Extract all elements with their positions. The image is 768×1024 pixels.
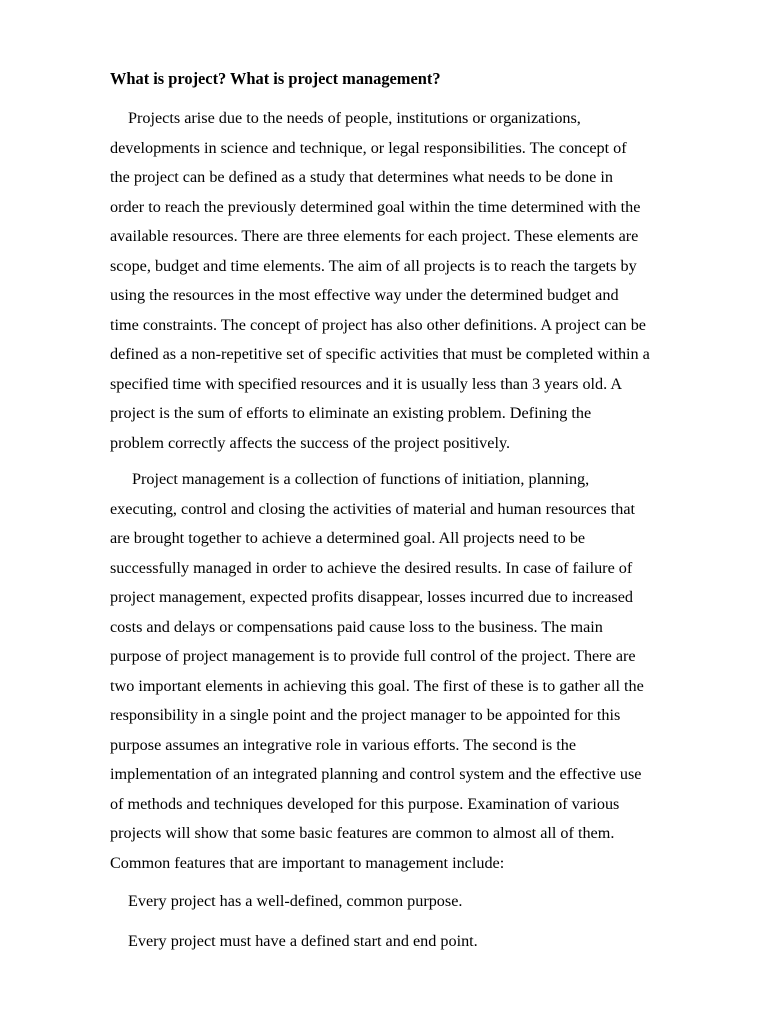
text-line: Every project has a well-defined, common purpose. (128, 892, 463, 910)
text-line: of methods and techniques developed for this purpose. Examination of various (110, 794, 620, 813)
text-line: problem correctly affects the success of the project positively. (110, 433, 511, 452)
text-line: executing, control and closing the activities of material and human resources that (110, 499, 636, 518)
text-line: purpose of project management is to provide full control of the project. There are (110, 647, 636, 665)
text-line: project management, expected profits disappear, losses incurred due to increased (110, 588, 633, 606)
text-line: purpose assumes an integrative role in various efforts. The second is the (110, 735, 577, 754)
paragraph-project-management (110, 465, 730, 878)
text-line: order to reach the previously determined goal within the time determined with the (110, 197, 641, 216)
text-line: costs and delays or compensations paid cause loss to the business. The main (110, 617, 603, 636)
text-line: Projects arise due to the needs of people, institutions or organizations, (128, 109, 581, 127)
text-line: Every project must have a defined start and end point. (128, 932, 478, 950)
text-line: two important elements in achieving this goal. The first of these is to gather all the (110, 676, 644, 695)
text-line: time constraints. The concept of project has also other definitions. A project can be (110, 315, 646, 334)
text-line: specified time with specified resources and it is usually less than 3 years old. A (110, 374, 623, 393)
text-line: available resources. There are three elements for each project. These elements are (110, 227, 639, 245)
text-line: projects will show that some basic features are common to almost all of them. (110, 824, 615, 842)
text-line: the project can be defined as a study that determines what needs to be done in (110, 168, 613, 186)
paragraph-project-definition (110, 104, 730, 458)
text-line: are brought together to achieve a determined goal. All projects need to be (110, 529, 586, 547)
paragraph-common-purpose (110, 887, 730, 917)
text-line: project is the sum of efforts to eliminate an existing problem. Defining the (110, 404, 592, 422)
text-line: using the resources in the most effective way under the determined budget and (110, 286, 619, 304)
text-line: Project management is a collection of functions of initiation, planning, (132, 470, 590, 488)
text-line: scope, budget and time elements. The aim of all projects is to reach the targets by (110, 256, 637, 275)
text-line: responsibility in a single point and the project manager to be appointed for this (110, 706, 621, 724)
text-line: Common features that are important to management include: (110, 853, 505, 872)
text-line: defined as a non-repetitive set of specific activities that must be completed within a (110, 345, 650, 363)
text-line: successfully managed in order to achieve the desired results. In case of failure of (110, 558, 633, 577)
text-line: implementation of an integrated planning and control system and the effective use (110, 765, 642, 783)
text-line: developments in science and technique, or legal responsibilities. The concept of (110, 138, 627, 157)
page-title: What is project? What is project management? (110, 69, 441, 88)
paragraph-start-end-point (110, 927, 730, 957)
